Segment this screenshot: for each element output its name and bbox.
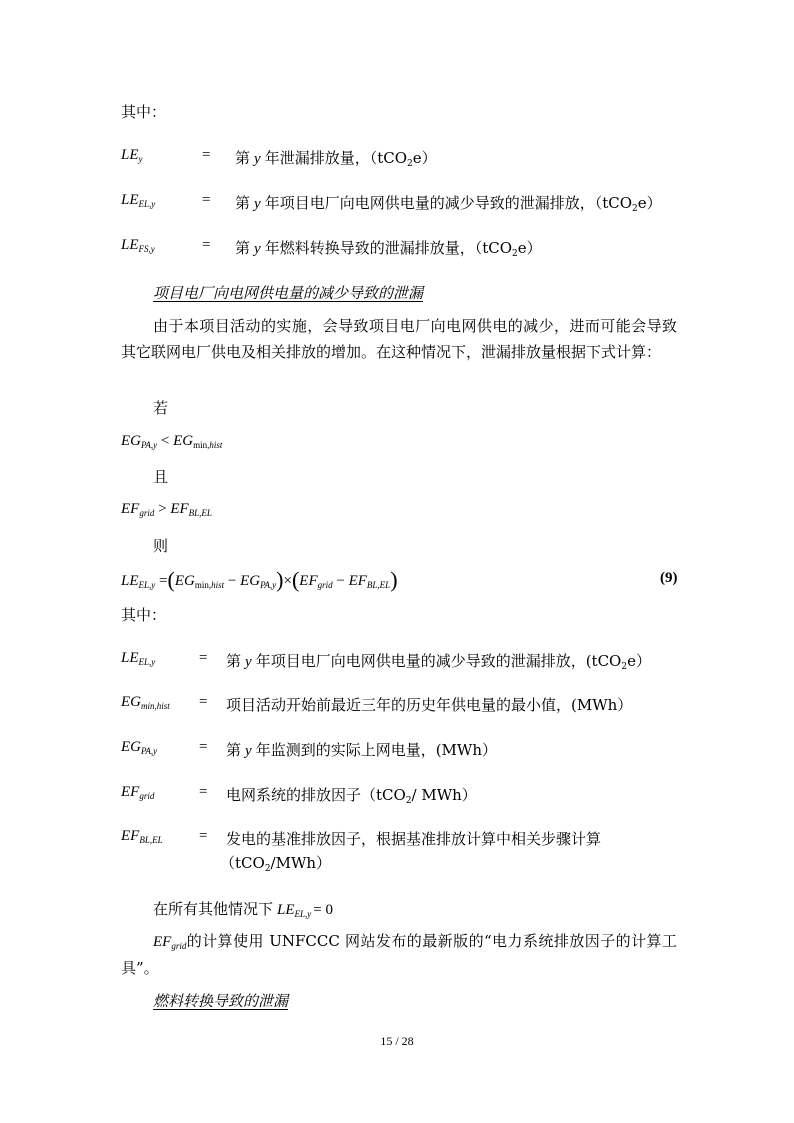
condition-1-formula: $EG_{PA,y} < EG_{min,hist}$ — [121, 433, 223, 450]
definition-description: 项目活动开始前最近三年的历史年供电量的最小值，(MWh） — [226, 696, 633, 714]
main-formula: $LE_{EL,y} =(EG_{min,hist} - EG_{PA,y})\times(EF_{grid} - EF_{BL,EL})$ — [121, 567, 398, 592]
definition-equals: = — [202, 147, 211, 163]
definition-description: 第 y 年监测到的实际上网电量，(MWh） — [226, 741, 497, 759]
definition-equals: = — [199, 650, 208, 666]
where-heading: 其中： — [121, 103, 167, 121]
section-title: 项目电厂向电网供电量的减少导致的泄漏 — [153, 284, 424, 302]
definition-description: 第 y 年泄漏排放量，（tCO$_2$e） — [235, 149, 437, 169]
where-heading: 其中： — [121, 606, 167, 624]
equation-number: (9) — [660, 570, 678, 586]
definition-equals: = — [199, 694, 208, 710]
definition-symbol: $EF_{BL,EL}$ — [121, 828, 163, 845]
definition-symbol: $EF_{grid}$ — [121, 784, 155, 801]
definition-equals: = — [199, 784, 208, 800]
condition-2-formula: $EF_{grid} > EF_{BL,EL}$ — [121, 501, 212, 518]
definition-symbol: $LE_{EL,y}$ — [121, 192, 156, 209]
section-title: 燃料转换导致的泄漏 — [153, 992, 289, 1010]
page-number: 15 / 28 — [380, 1034, 414, 1048]
definition-equals: = — [199, 828, 208, 844]
definition-description: 第 y 年项目电厂向电网供电量的减少导致的泄漏排放，（tCO$_2$e） — [235, 194, 662, 214]
definition-description-line2: （tCO$_2$/MWh） — [220, 854, 332, 874]
condition-and-label: 且 — [153, 468, 169, 486]
definition-description: 第 y 年燃料转换导致的泄漏排放量，（tCO$_2$e） — [235, 239, 542, 259]
definition-symbol: $LE_y$ — [121, 147, 143, 164]
condition-if-label: 若 — [153, 399, 169, 417]
definition-equals: = — [202, 237, 211, 253]
definition-description: 发电的基准排放因子，根据基准排放计算中相关步骤计算 — [226, 830, 602, 848]
definition-equals: = — [202, 192, 211, 208]
definition-equals: = — [199, 739, 208, 755]
definition-symbol: $LE_{FS,y}$ — [121, 237, 155, 254]
definition-symbol: $EG_{min,hist}$ — [121, 694, 170, 711]
definition-symbol: $EG_{PA,y}$ — [121, 739, 158, 756]
body-paragraph: 由于本项目活动的实施，会导致项目电厂向电网供电的减少，进而可能会导致其它联网电厂供电及相关排放的增加。在这种情况下，泄漏排放量根据下式计算： — [121, 317, 677, 361]
condition-then-label: 则 — [153, 537, 169, 555]
body-paragraph-tool: $EF_{grid}$的计算使用 UNFCCC 网站发布的最新版的“电力系统排放因子的计算工具”。 — [121, 932, 677, 977]
definition-description: 电网系统的排放因子（tCO$_2$/ MWh） — [226, 786, 477, 806]
definition-description: 第 y 年项目电厂向电网供电量的减少导致的泄漏排放，(tCO$_2$e） — [226, 652, 651, 672]
definition-symbol: $LE_{EL,y}$ — [121, 650, 156, 667]
other-cases-line: 在所有其他情况下 $LE_{EL,y} = 0$ — [153, 900, 333, 919]
